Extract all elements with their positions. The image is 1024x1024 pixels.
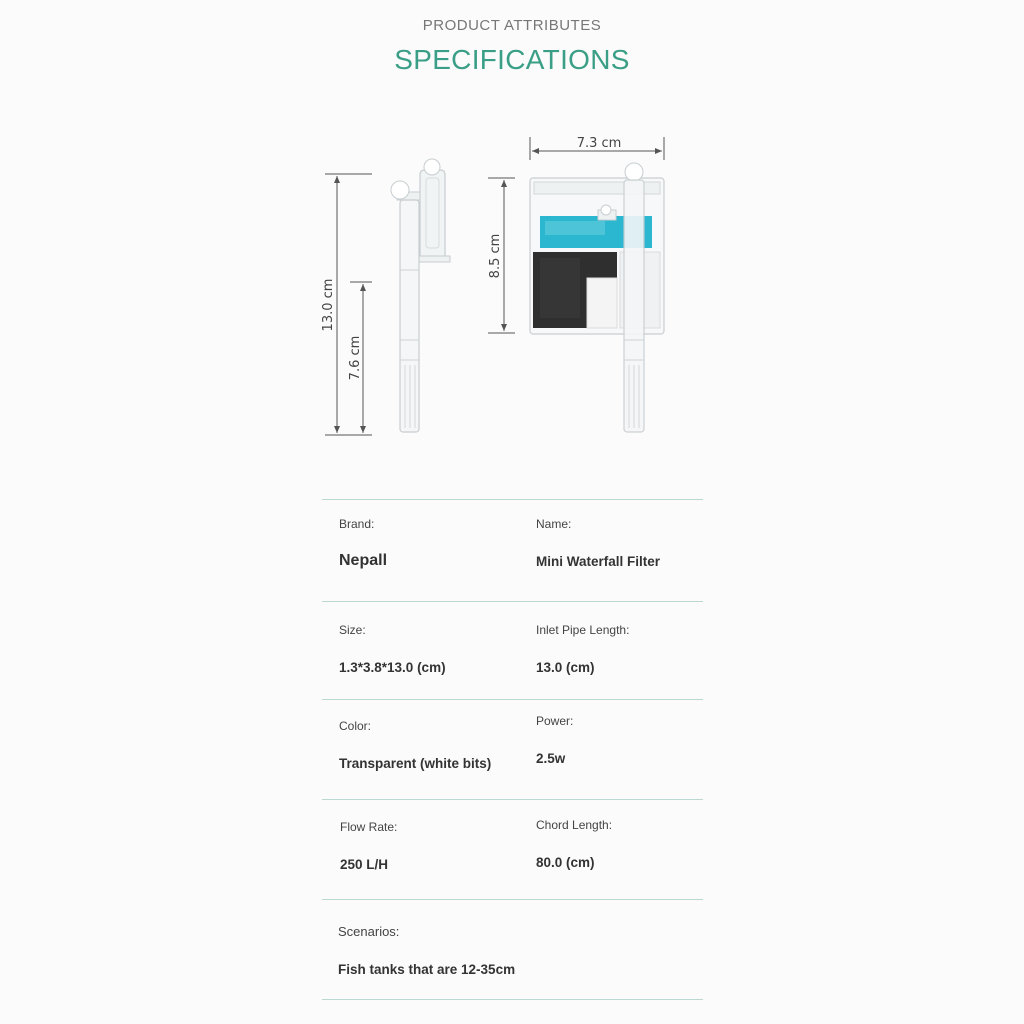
total-height-label: 13.0 cm <box>321 278 336 332</box>
page-title: SPECIFICATIONS <box>394 44 630 75</box>
inlet-pipe-length-value: 13.0 (cm) <box>536 660 595 675</box>
scenarios-value: Fish tanks that are 12-35cm <box>338 962 516 977</box>
pipe-height-label: 7.6 cm <box>348 335 363 381</box>
power-value: 2.5w <box>536 751 566 766</box>
section-overline: PRODUCT ATTRIBUTES <box>422 17 602 34</box>
width-dimension <box>530 136 664 160</box>
width-label: 7.3 cm <box>576 136 622 151</box>
brand-label: Brand: <box>339 517 375 531</box>
brand-value: Nepall <box>339 552 388 569</box>
spec-row-brand-name <box>322 499 703 602</box>
body-height-label: 8.5 cm <box>488 233 503 279</box>
product-dimension-illustration <box>300 120 720 460</box>
name-label: Name: <box>536 517 572 531</box>
body-height-dimension <box>488 178 515 333</box>
color-value: Transparent (white bits) <box>339 756 492 771</box>
total-height-dimension <box>321 174 372 435</box>
color-label: Color: <box>339 719 372 733</box>
flow-rate-label: Flow Rate: <box>340 820 398 834</box>
spec-row-scenarios <box>322 899 703 1000</box>
spec-row-color-power <box>322 699 703 800</box>
scenarios-label: Scenarios: <box>338 924 400 939</box>
inlet-pipe-length-label: Inlet Pipe Length: <box>536 623 630 637</box>
chord-length-label: Chord Length: <box>536 818 613 832</box>
spec-row-size-inlet <box>322 601 703 700</box>
power-label: Power: <box>536 714 574 728</box>
chord-length-value: 80.0 (cm) <box>536 855 595 870</box>
size-value: 1.3*3.8*13.0 (cm) <box>339 660 446 675</box>
spec-row-flow-chord <box>322 799 703 900</box>
filter-front-view <box>530 163 664 432</box>
pipe-height-dimension <box>348 282 372 433</box>
filter-side-view <box>391 159 450 432</box>
name-value: Mini Waterfall Filter <box>536 554 661 569</box>
size-label: Size: <box>339 623 366 637</box>
flow-rate-value: 250 L/H <box>340 857 389 872</box>
